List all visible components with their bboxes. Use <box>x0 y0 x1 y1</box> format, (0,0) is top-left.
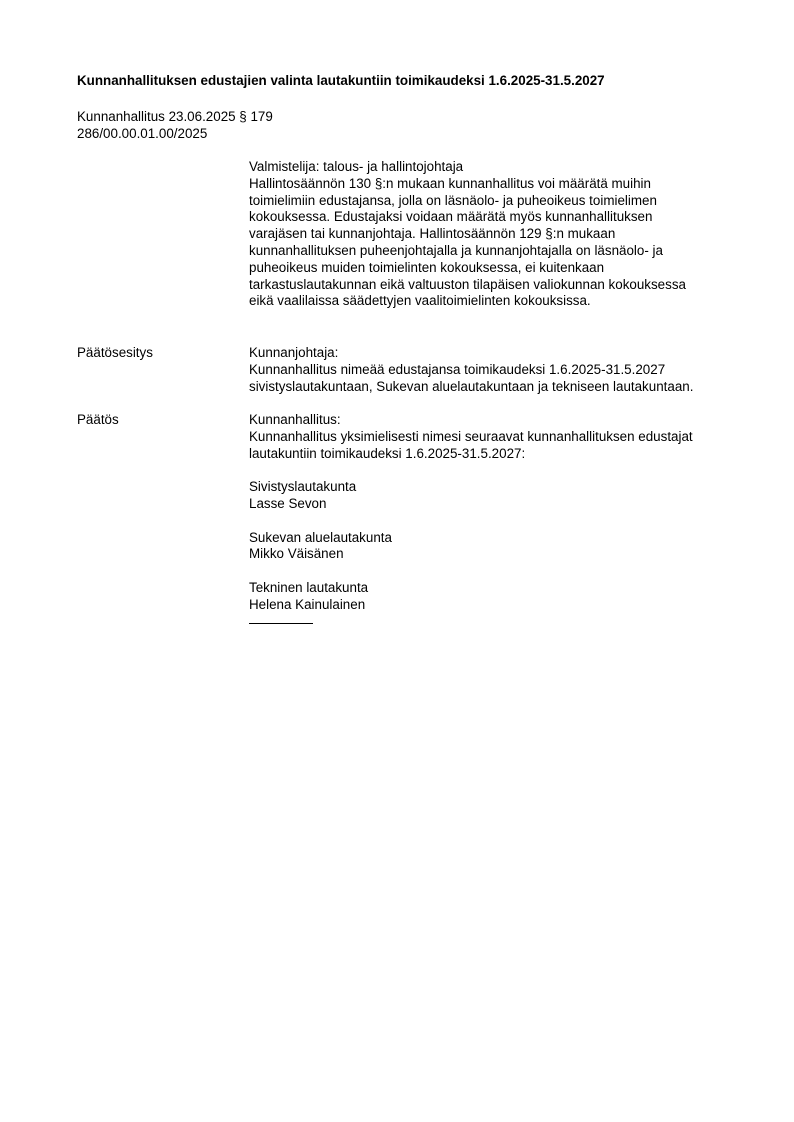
body-line: kokouksessa. Edustajaksi voidaan määrätä myös kunnanhallituksen <box>249 209 653 225</box>
representative-name: Lasse Sevon <box>249 495 327 511</box>
body-line: tarkastuslautakunnan eikä valtuuston tilapäisen valiokunnan kokouksessa <box>249 276 686 292</box>
appointment-item <box>249 530 749 564</box>
proposal-section <box>249 345 749 395</box>
preparation-section <box>249 159 749 310</box>
body-line: toimielimiin edustajansa, jolla on läsnäolo- ja puheoikeus toimielimen <box>249 192 657 208</box>
case-number: 286/00.00.01.00/2025 <box>77 125 208 141</box>
board-name: Sukevan aluelautakunta <box>249 529 392 545</box>
body-line: varajäsen tai kunnanjohtaja. Hallintosäännön 129 §:n mukaan <box>249 226 616 242</box>
proposal-label: Päätösesitys <box>77 345 153 360</box>
closing-rule <box>249 623 313 624</box>
document-title: Kunnanhallituksen edustajien valinta lautakuntiin toimikaudeksi 1.6.2025-31.5.2027 <box>77 73 605 88</box>
proposal-line: sivistyslautakuntaan, Sukevan aluelautakuntaan ja tekniseen lautakuntaan. <box>249 378 694 394</box>
meeting-reference: Kunnanhallitus 23.06.2025 § 179 <box>77 109 273 124</box>
body-line: puheoikeus muiden toimielinten kokouksessa, ei kuitenkaan <box>249 259 605 275</box>
decision-line: lautakuntiin toimikaudeksi 1.6.2025-31.5.2027: <box>249 445 526 461</box>
appointment-item <box>249 580 749 614</box>
body-line: kunnanhallituksen puheenjohtajalla ja kunnanjohtajalla on läsnäolo- ja <box>249 242 663 258</box>
decision-section <box>249 412 749 624</box>
decision-line: Kunnanhallitus: <box>249 412 341 427</box>
body-line: Hallintosäännön 130 §:n mukaan kunnanhallitus voi määrätä muihin <box>249 175 651 191</box>
body-line: eikä vaalilaissa säädettyjen vaalitoimielinten kokouksissa. <box>249 293 591 309</box>
preparer-line: Valmistelija: talous- ja hallintojohtaja <box>249 159 464 174</box>
decision-text <box>249 412 749 462</box>
proposal-line: Kunnanhallitus nimeää edustajansa toimikaudeksi 1.6.2025-31.5.2027 <box>249 361 666 377</box>
appointment-item <box>249 479 749 513</box>
board-name: Tekninen lautakunta <box>249 579 369 595</box>
background-text <box>249 176 749 310</box>
board-name: Sivistyslautakunta <box>249 479 357 495</box>
proposal-line: Kunnanjohtaja: <box>249 345 339 360</box>
representative-name: Helena Kainulainen <box>249 596 366 612</box>
meeting-meta <box>77 109 273 143</box>
decision-line: Kunnanhallitus yksimielisesti nimesi seuraavat kunnanhallituksen edustajat <box>249 428 693 444</box>
decision-label: Päätös <box>77 412 119 427</box>
representative-name: Mikko Väisänen <box>249 546 344 562</box>
